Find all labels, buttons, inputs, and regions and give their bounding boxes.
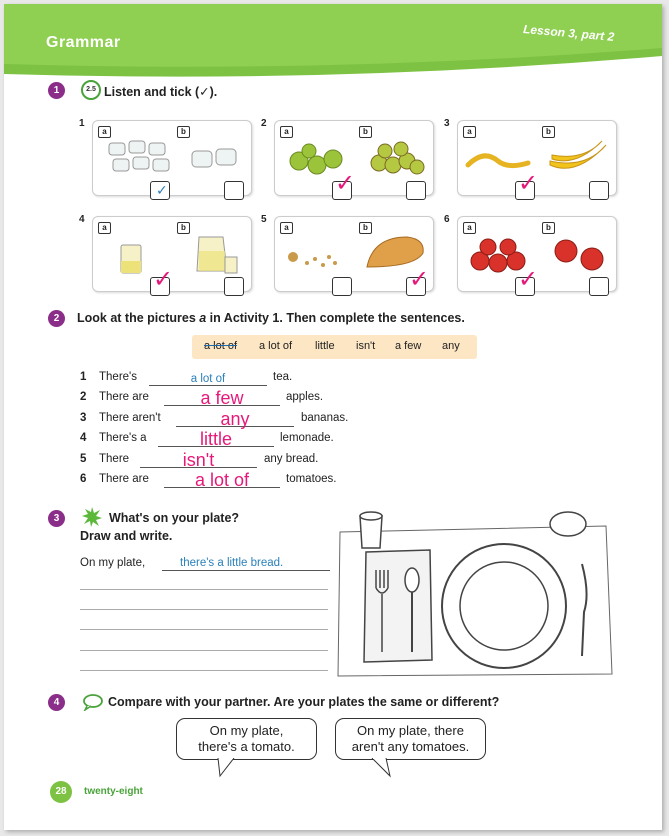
option-b-tag: b: [359, 126, 372, 138]
sentence-end: apples.: [286, 391, 324, 403]
plate-answer[interactable]: there's a little bread.: [180, 557, 284, 569]
word-bank-item: isn't: [356, 340, 376, 352]
speech-bubble-1-line2: there's a tomato.: [198, 739, 295, 754]
tick-box-1a[interactable]: [150, 181, 170, 200]
picture-box-4: [92, 216, 252, 292]
sentence-end: tomatoes.: [286, 473, 337, 485]
tick-box-6b[interactable]: [589, 277, 609, 296]
answer-text[interactable]: a few: [200, 388, 244, 408]
activity-3-badge: 3: [48, 510, 65, 527]
tick-box-4b[interactable]: [224, 277, 244, 296]
answer-text[interactable]: any: [220, 409, 250, 429]
speech-bubble-1-tail: [214, 758, 238, 778]
item-number: 4: [79, 214, 85, 225]
sentence-start: There are: [99, 473, 149, 485]
lemonade-jug-icon: [189, 231, 239, 279]
tick-icon: ✓: [335, 170, 356, 197]
picture-box-2: [274, 120, 434, 196]
tick-box-2b[interactable]: [406, 181, 426, 200]
answer-text[interactable]: isn't: [182, 450, 215, 470]
activity-2-instruction: Look at the pictures a in Activity 1. Then complete the sentences.: [77, 311, 465, 325]
picture-box-5: [274, 216, 434, 292]
sentence-row: [80, 388, 380, 409]
option-b-tag: b: [542, 126, 555, 138]
word-bank-item: little: [315, 340, 335, 352]
sentence-number: 6: [80, 473, 87, 485]
picture-box-6: [457, 216, 617, 292]
speech-bubble-1-line1: On my plate,: [209, 723, 284, 738]
sentence-row: [80, 450, 380, 471]
teacups-two-icon: [188, 141, 243, 179]
activity-1-instruction: Listen and tick (✓).: [104, 85, 218, 99]
tick-icon: ✓: [156, 182, 168, 198]
sentence-end: tea.: [273, 371, 293, 383]
sentence-number: 2: [80, 391, 87, 403]
answer-text[interactable]: a lot of: [194, 470, 250, 490]
sentence-end: bananas.: [301, 412, 349, 424]
sentence-number: 3: [80, 412, 87, 424]
sentence-start: There: [99, 453, 130, 465]
tick-box-6a[interactable]: [515, 266, 539, 296]
lemonade-glass-icon: [117, 243, 147, 277]
word-bank-item: a lot of: [259, 340, 293, 352]
item-number: 6: [444, 214, 450, 225]
word-bank-item: any: [442, 340, 460, 352]
item-number: 5: [261, 214, 267, 225]
writing-line[interactable]: [80, 650, 328, 651]
sentence-number: 1: [80, 371, 87, 383]
lesson-title: Lesson 3, part 2: [522, 22, 615, 44]
paint-splash-icon: [81, 506, 103, 528]
audio-track-icon[interactable]: 2.5: [81, 80, 101, 100]
word-bank: [192, 335, 477, 359]
speech-bubble-icon: [82, 693, 104, 711]
tick-box-4a[interactable]: [150, 266, 174, 296]
page-number-word: twenty-eight: [84, 786, 143, 797]
workbook-page: [4, 4, 662, 830]
item-number: 3: [444, 118, 450, 129]
sentence-start: There aren't: [99, 412, 161, 424]
option-a-tag: a: [98, 126, 111, 138]
option-a-tag: a: [463, 126, 476, 138]
sentence-row: [80, 409, 380, 430]
answer-blank: [162, 570, 330, 571]
sentence-number: 5: [80, 453, 87, 465]
sentence-start: There's a: [99, 432, 147, 444]
activity-3-instruction-line1: What's on your plate?: [109, 511, 240, 525]
item-number: 1: [79, 118, 85, 129]
option-a-tag: a: [280, 126, 293, 138]
sentence-row: [80, 470, 380, 491]
speech-bubble-1: [176, 718, 317, 760]
sentence-end: lemonade.: [280, 432, 334, 444]
bread-crumbs-icon: [285, 247, 345, 273]
sentence-row: [80, 371, 380, 389]
sentence-number: 4: [80, 432, 87, 444]
picture-box-3: [457, 120, 617, 196]
bananas-bunch-icon: [546, 137, 610, 177]
word-bank-item: a lot of: [204, 340, 238, 352]
sentence-start: There are: [99, 391, 149, 403]
option-b-tag: b: [177, 222, 190, 234]
tick-box-2a[interactable]: [332, 170, 356, 200]
tick-icon: ✓: [153, 266, 174, 293]
tick-box-1b[interactable]: [224, 181, 244, 200]
apples-many-icon: [365, 139, 430, 179]
option-a-tag: a: [280, 222, 293, 234]
answer-blank: [149, 385, 267, 386]
tick-icon: ✓: [518, 266, 539, 293]
speech-bubble-2-line1: On my plate, there: [357, 723, 464, 738]
speech-bubble-2-line2: aren't any tomatoes.: [351, 739, 470, 754]
option-b-tag: b: [542, 222, 555, 234]
activity-1-badge: 1: [48, 82, 65, 99]
writing-line[interactable]: [80, 670, 328, 671]
tick-box-5b[interactable]: [406, 266, 430, 296]
section-title: Grammar: [46, 34, 121, 51]
activity-4-badge: 4: [48, 694, 65, 711]
activity-4-instruction: Compare with your partner. Are your plates the same or different?: [108, 695, 500, 709]
answer-text[interactable]: little: [199, 429, 232, 449]
tick-box-3b[interactable]: [589, 181, 609, 200]
tick-box-3a[interactable]: [515, 170, 539, 200]
item-number: 2: [261, 118, 267, 129]
writing-line[interactable]: [80, 609, 328, 610]
plate-prompt: On my plate,: [80, 557, 146, 569]
sentence-row: [80, 429, 380, 450]
speech-bubble-2: [335, 718, 486, 760]
sentence-start: There's: [99, 371, 137, 383]
writing-line[interactable]: [80, 629, 328, 630]
option-b-tag: b: [177, 126, 190, 138]
picture-box-1: [92, 120, 252, 196]
activity-2-badge: 2: [48, 310, 65, 327]
place-setting-drawing[interactable]: [336, 504, 616, 678]
page-number-badge: 28: [50, 781, 72, 803]
answer-text[interactable]: a lot of: [190, 373, 226, 385]
teacups-many-icon: [107, 135, 172, 180]
tick-icon: ✓: [409, 266, 430, 293]
sentence-end: any bread.: [264, 453, 319, 465]
option-a-tag: a: [98, 222, 111, 234]
tick-box-5a[interactable]: [332, 277, 352, 296]
option-b-tag: b: [359, 222, 372, 234]
option-a-tag: a: [463, 222, 476, 234]
speech-bubble-2-tail: [368, 758, 394, 778]
tick-icon: ✓: [518, 170, 539, 197]
word-bank-item: a few: [395, 340, 422, 352]
activity-3-instruction-line2: Draw and write.: [80, 529, 173, 543]
writing-line[interactable]: [80, 589, 328, 590]
tomatoes-two-icon: [550, 235, 612, 277]
